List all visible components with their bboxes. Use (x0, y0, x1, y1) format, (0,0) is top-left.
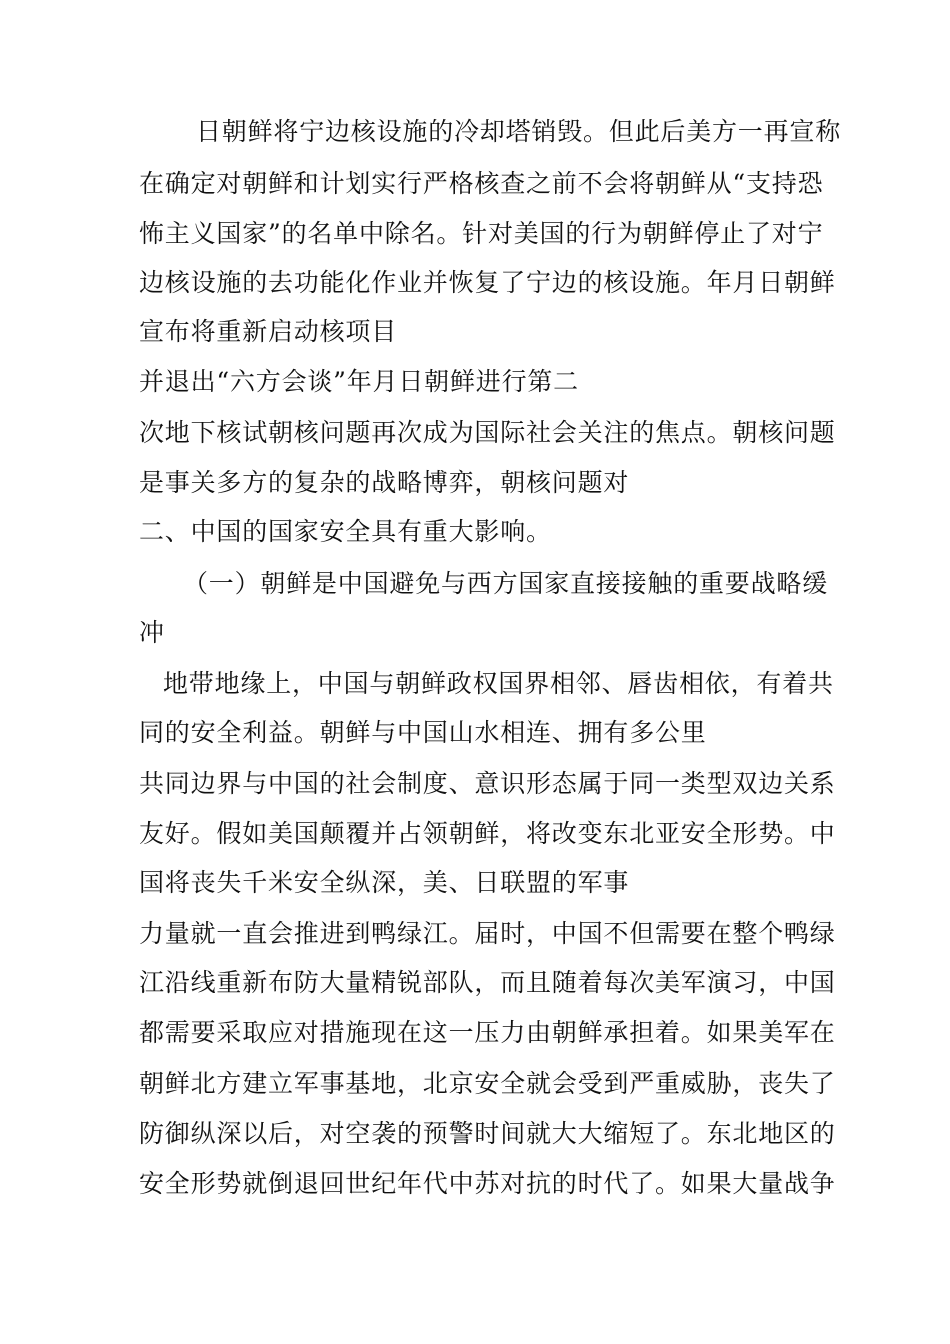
text-line-22: 安全形势就倒退回世纪年代中苏对抗的时代了。如果大量战争 (139, 1169, 836, 1198)
text-line-2: 在确定对朝鲜和计划实行严格核查之前不会将朝鲜从“支持恐 (139, 169, 824, 198)
text-line-18: 江沿线重新布防大量精锐部队，而且随着每次美军演习，中国 (139, 968, 836, 997)
text-line-21: 防御纵深以后，对空袭的预警时间就大大缩短了。东北地区的 (139, 1119, 836, 1148)
subsection-heading: （一）朝鲜是中国避免与西方国家直接接触的重要战略缓 (183, 569, 829, 598)
text-line-7: 次地下核试朝核问题再次成为国际社会关注的焦点。朝核问题 (139, 418, 836, 447)
text-line-11: 冲 (139, 618, 165, 647)
text-line-15: 友好。假如美国颠覆并占领朝鲜，将改变东北亚安全形势。中 (139, 819, 836, 848)
text-line-16: 国将丧失千米安全纵深，美、日联盟的军事 (139, 868, 630, 897)
section-heading: 二、中国的国家安全具有重大影响。 (139, 517, 552, 546)
text-line-8: 是事关多方的复杂的战略博弈，朝核问题对 (139, 468, 630, 497)
text-line-17: 力量就一直会推进到鸭绿江。届时，中国不但需要在整个鸭绿 (139, 919, 836, 948)
text-line-13: 同的安全利益。朝鲜与中国山水相连、拥有多公里 (139, 718, 707, 747)
text-line-5: 宣布将重新启动核项目 (139, 317, 398, 346)
text-line-20: 朝鲜北方建立军事基地，北京安全就会受到严重威胁，丧失了 (139, 1069, 836, 1098)
text-line-1: 日朝鲜将宁边核设施的冷却塔销毁。但此后美方一再宣称 (196, 117, 842, 146)
text-line-19: 都需要采取应对措施现在这一压力由朝鲜承担着。如果美军在 (139, 1018, 836, 1047)
text-line-14: 共同边界与中国的社会制度、意识形态属于同一类型双边关系 (139, 769, 836, 798)
text-line-12: 地带地缘上，中国与朝鲜政权国界相邻、唇齿相依，有着共 (163, 669, 834, 698)
text-line-4: 边核设施的去功能化作业并恢复了宁边的核设施。年月日朝鲜 (139, 268, 836, 297)
text-line-3: 怖主义国家”的名单中除名。针对美国的行为朝鲜停止了对宁 (139, 219, 824, 248)
text-line-6: 并退出“六方会谈”年月日朝鲜进行第二 (139, 367, 579, 396)
